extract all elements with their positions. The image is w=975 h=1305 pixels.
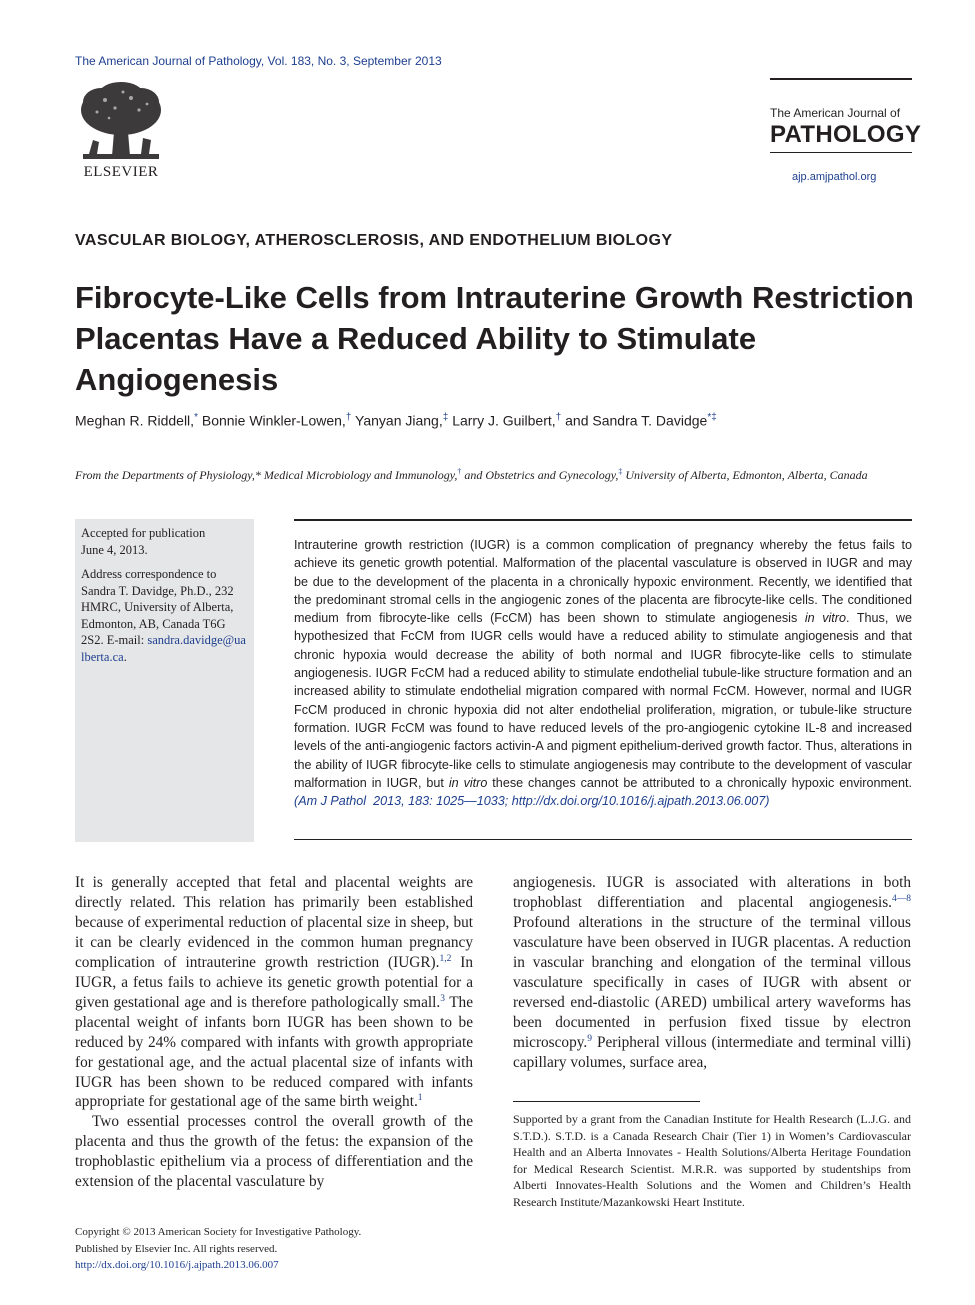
abstract-citation (294, 794, 769, 808)
accepted-info (81, 525, 248, 558)
body-column-right (513, 873, 911, 1073)
author-separator: and (561, 412, 593, 429)
abstract-italic: in vitro (448, 775, 488, 790)
abstract-text (294, 536, 912, 810)
reference-link[interactable]: 1,2 (439, 953, 452, 964)
body-paragraph (75, 873, 473, 1112)
affiliation-text: University of Alberta, Edmonton, Alberta, Canada (622, 468, 868, 482)
affiliations (75, 463, 913, 484)
journal-url-link[interactable]: ajp.amjpathol.org (792, 171, 877, 183)
body-text: angiogenesis. IUGR is associated with alterations in both trophoblast differentiation and placental angiogenesis. (513, 874, 911, 911)
abstract-italic: in vitro (804, 611, 846, 626)
copyright-line: Copyright © 2013 American Society for Investigative Pathology. (75, 1226, 362, 1238)
abstract-segment: . Thus, we hypothesized that FcCM from IUGR cells would have a reduced ability to stimulate angiogenesis and that chronic hypoxia would decrease the ability of both normal and IUGR fibrocyte-like cells to stimulate angiogenesis. IUGR FcCM had a reduced ability to stimulate endothelial tubule-like structure formation and an increased ability to stimulate endothelial migration compared with normal FcCM. However, normal and IUGR FcCM produced in chronic hypoxia did not alter endothelial proliferation, migration, or tubule-like structure formation. IUGR FcCM was found to have reduced levels of the pro-angiogenic cytokine IL-8 and increased levels of the anti-angiogenic factors activin-A and pigment epithelium-derived growth factor. Thus, alterations in the ability of IUGR fibrocyte-like cells to stimulate angiogenesis may contribute to the development of vascular malformation in IUGR, but (294, 611, 912, 790)
accepted-date: June 4, 2013. (81, 542, 148, 557)
publisher-line: Published by Elsevier Inc. All rights reserved. (75, 1242, 278, 1255)
correspondence-text: Address correspondence to Sandra T. Davidge, Ph.D., 232 HMRC, University of Alberta, Edmonton, AB, Canada T6G 2S2. E-mail: (81, 567, 234, 647)
body-text: Peripheral villous (intermediate and terminal villi) capillary volumes, surface area, (513, 1033, 911, 1071)
journal-masthead (770, 78, 922, 183)
abstract-rule-bottom (294, 839, 912, 840)
elsevier-tree-icon (75, 80, 167, 164)
masthead-rule (770, 78, 912, 80)
citation-text: (Am J Pathol 2013, 183: 1025—1033; (294, 794, 512, 809)
article-doi-link[interactable]: http://dx.doi.org/10.1016/j.ajpath.2013.06.007 (75, 1259, 279, 1271)
correspondence-info (81, 566, 248, 665)
masthead-rule-bottom (770, 152, 912, 153)
abstract-segment: these changes cannot be attributed to a chronically hypoxic environment. (487, 775, 913, 790)
copyright-block (75, 1224, 361, 1274)
affiliation-mark: † (457, 467, 462, 476)
body-text: It is generally accepted that fetal and placental weights are directly related. This relation has primarily been established because of experimental reduction of placental size in sheep, but it can be clearly evidenced in the common human pregnancy complication of intrauterine growth restriction (IUGR). (75, 874, 473, 971)
author-affiliation-mark[interactable]: ‡ (442, 412, 449, 423)
section-heading: VASCULAR BIOLOGY, ATHEROSCLEROSIS, AND ENDOTHELIUM BIOLOGY (75, 232, 673, 249)
body-text: Profound alterations in the structure of the terminal villous vasculature have been observed in IUGR placentas. A reduction in vascular branching and elongation of the terminal villous vasculature specifically in cases of IUGR with absent or reversed end-diastolic (ARED) umbilical artery waveforms has been documented in perfusion fixed tissue by electron microscopy. (513, 913, 911, 1051)
author-name: Sandra T. Davidge (592, 412, 708, 429)
masthead-subtitle: The American Journal of (770, 106, 901, 120)
body-text: In IUGR, a fetus fails to achieve its genetic growth potential for a given gestational age and is therefore pathologically small. (75, 953, 473, 1011)
reference-link[interactable]: 4—8 (892, 893, 911, 904)
correspondence-email-link[interactable]: sandra.davidge@ualberta.ca (81, 633, 246, 664)
author-name: Meghan R. Riddell, (75, 412, 195, 429)
author-name: Bonnie Winkler-Lowen, (201, 412, 346, 429)
author-name: Yanyan Jiang, (355, 412, 443, 429)
author-affiliation-mark[interactable]: † (555, 412, 562, 423)
journal-citation-header[interactable]: The American Journal of Pathology, Vol. 183, No. 3, September 2013 (75, 54, 442, 68)
reference-link[interactable]: 9 (587, 1033, 592, 1044)
funding-footnote: Supported by a grant from the Canadian Institute for Health Research (L.J.G. and S.T.D.). S.T.D. is a Canada Research Chair (Tier 1) in Women’s Cardiovascular Health and an Alberta Innovates - Health Solutions/Alberta Heritage Foundation for Medical Research Scientist. M.R.R. was supported by studentships from Alberti Innovates-Health Solutions and the Women and Children’s Health Research Institute/Mazankowski Heart Institute. (513, 1112, 911, 1209)
affiliation-text: and Obstetrics and Gynecology, (461, 468, 619, 482)
accepted-label: Accepted for publication (81, 526, 206, 540)
author-affiliation-mark[interactable]: * (194, 412, 198, 423)
author-affiliation-mark[interactable]: † (345, 412, 352, 423)
abstract-segment: Intrauterine growth restriction (IUGR) is a common complication of pregnancy whereby the fetus fails to achieve its genetic growth potential. Malformation of the placental vasculature is observed in IUGR and may be due to the development of the placenta in a chronically hypoxic environment. Recently, we identified that the predominant stromal cells in the angiogenic zones of the placenta are fibrocyte-like cells. The conditioned medium from fibrocyte-like cells (FcCM) has been shown to stimulate angiogenesis (294, 538, 912, 626)
footnote-rule (513, 1101, 700, 1102)
masthead-title: PATHOLOGY (770, 121, 922, 148)
correspondence-end: . (123, 649, 127, 664)
author-list (75, 412, 717, 429)
affiliation-text: From the Departments of Physiology,* Medical Microbiology and Immunology, (75, 468, 458, 482)
abstract-rule (294, 519, 912, 521)
body-column-left (75, 873, 473, 1192)
elsevier-wordmark: ELSEVIER (83, 164, 159, 180)
article-title: Fibrocyte-Like Cells from Intrauterine Growth Restriction Placentas Have a Reduced Ability to Stimulate Angiogenesis (75, 280, 914, 397)
citation-end: ) (765, 794, 770, 809)
abstract-doi-link[interactable]: http://dx.doi.org/10.1016/j.ajpath.2013.06.007 (511, 794, 766, 809)
reference-link[interactable]: 1 (417, 1093, 423, 1104)
reference-link[interactable]: 3 (440, 993, 445, 1004)
body-text: The placental weight of infants born IUGR has been shown to be reduced by 24% compared with infants with growth appropriate for gestational age, and the actual placental size of infants with IUGR has been shown to be reduced compared with infants appropriate for gestational age of the same birth weight. (75, 993, 473, 1111)
article-info-sidebar (75, 519, 254, 842)
body-paragraph (513, 873, 911, 1073)
elsevier-logo (75, 80, 167, 184)
abstract (294, 519, 912, 810)
affiliation-mark: ‡ (618, 467, 623, 476)
author-name: Larry J. Guilbert, (452, 412, 556, 429)
body-paragraph: Two essential processes control the overall growth of the placenta and thus the growth of the fetus: the expansion of the trophoblastic epithelium via a process of differentiation and the extension of the placental vasculature by (75, 1113, 473, 1191)
author-affiliation-mark[interactable]: *‡ (707, 412, 717, 423)
